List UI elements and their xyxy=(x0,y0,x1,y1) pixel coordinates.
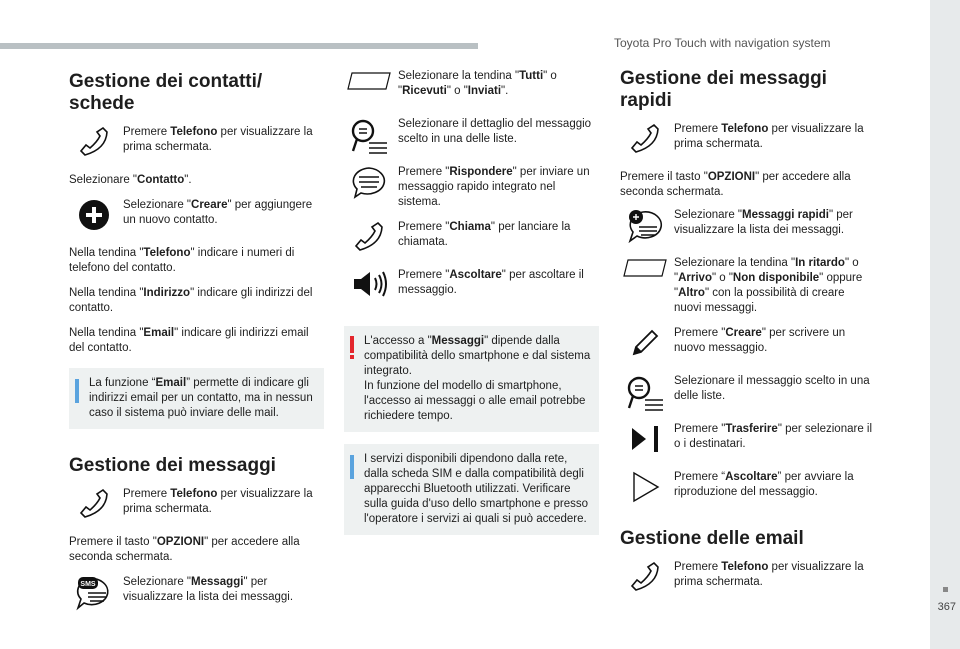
info-bar-icon xyxy=(350,455,354,479)
top-rule xyxy=(0,43,478,49)
column-contacts xyxy=(69,71,324,613)
search-list-icon xyxy=(344,117,394,155)
step-create-contact xyxy=(69,198,324,236)
info-note: La funzione “Email” permette di indicare gli indirizzi email per un contatto, ma in nessun caso il sistema può inviare delle mail. xyxy=(69,368,324,429)
search-list-icon xyxy=(620,374,670,412)
step-open-phone xyxy=(69,125,324,163)
step-text: Selezionare il dettaglio del messaggio scelto in una delle liste. xyxy=(398,118,592,145)
warning-dot xyxy=(350,355,354,359)
step-select-tab xyxy=(620,256,875,316)
sms-label: SMS xyxy=(80,581,96,588)
section-title-email: Gestione delle email xyxy=(620,528,804,549)
step-open-phone xyxy=(620,560,875,598)
step-select-tab xyxy=(344,69,599,107)
phone-icon xyxy=(69,125,119,163)
warning-icon xyxy=(350,336,354,353)
phone-icon xyxy=(344,220,394,258)
step-quick-messages xyxy=(620,208,875,246)
step-open-messages xyxy=(69,575,324,613)
phone-icon xyxy=(69,487,119,525)
running-header: Toyota Pro Touch with navigation system xyxy=(614,36,831,50)
section-title-contacts: Gestione dei contatti/ schede xyxy=(69,71,263,114)
phone-icon xyxy=(620,560,670,598)
info-bar-icon xyxy=(75,379,79,403)
play-icon xyxy=(620,470,670,508)
step-select-detail xyxy=(344,117,599,155)
step-text: Premere Telefono per visualizzare la prima schermata. xyxy=(674,123,864,150)
section-title-messages: Gestione dei messaggi xyxy=(69,455,276,476)
step-text: Premere "Trasferire" per selezionare il o i destinatari. xyxy=(674,423,873,450)
step-create-message xyxy=(620,326,875,364)
step-open-phone xyxy=(620,122,875,160)
paragraph: Nella tendina "Email" indicare gli indirizzi email del contatto. xyxy=(69,327,309,354)
step-play xyxy=(620,470,875,508)
paragraph: Nella tendina "Telefono" indicare i numeri di telefono del contatto. xyxy=(69,247,295,274)
step-transfer xyxy=(620,422,875,460)
warning-note: L'accesso a "Messaggi" dipende dalla compatibilità dello smartphone e dal sistema integrato. In funzione del modello di smartphone, l'accesso ai messaggi o alle email potrebbe richiedere tempo. xyxy=(344,326,599,432)
step-text: Premere "Rispondere" per inviare un messaggio rapido integrato nel sistema. xyxy=(398,166,590,208)
step-text: Premere Telefono per visualizzare la prima schermata. xyxy=(123,488,313,515)
step-text: Selezionare il messaggio scelto in una delle liste. xyxy=(674,375,870,402)
step-text: Selezionare la tendina "In ritardo" o "Arrivo" o "Non disponibile" oppure "Altro" con la possibilità di creare nuovi messaggi. xyxy=(674,257,863,314)
reply-bubble-icon xyxy=(344,165,394,203)
continue-marker xyxy=(943,587,948,592)
quick-message-icon xyxy=(620,208,670,246)
step-open-phone xyxy=(69,487,324,525)
paragraph: Nella tendina "Indirizzo" indicare gli indirizzi del contatto. xyxy=(69,287,313,314)
forward-icon xyxy=(620,422,670,460)
page-number: 367 xyxy=(937,601,956,613)
step-text: Premere “Ascoltare” per avviare la riproduzione del messaggio. xyxy=(674,471,854,498)
page-edge-strip xyxy=(930,0,960,649)
step-text: Premere "Creare" per scrivere un nuovo messaggio. xyxy=(674,327,846,354)
paragraph: Selezionare "Contatto". xyxy=(69,174,192,186)
column-quick-messages xyxy=(620,68,875,598)
step-text: Selezionare "Messaggi" per visualizzare la lista dei messaggi. xyxy=(123,576,294,603)
column-messages xyxy=(344,61,599,535)
sms-icon xyxy=(69,575,119,613)
step-call xyxy=(344,220,599,258)
tab-selector-icon xyxy=(344,69,394,107)
step-select-message xyxy=(620,374,875,412)
step-text: Premere "Chiama" per lanciare la chiamata. xyxy=(398,221,571,248)
pencil-icon xyxy=(620,326,670,364)
step-reply xyxy=(344,165,599,210)
step-text: Selezionare la tendina "Tutti" o "Ricevuti" o "Inviati". xyxy=(398,70,557,97)
step-text: Selezionare "Messaggi rapidi" per visualizzare la lista dei messaggi. xyxy=(674,209,853,236)
step-listen xyxy=(344,268,599,306)
step-text: Premere "Ascoltare" per ascoltare il messaggio. xyxy=(398,269,584,296)
paragraph: Premere il tasto "OPZIONI" per accedere alla seconda schermata. xyxy=(620,171,851,198)
tab-selector-icon xyxy=(620,256,670,294)
speaker-icon xyxy=(344,268,394,306)
phone-icon xyxy=(620,122,670,160)
section-title-quick-messages: Gestione dei messaggi rapidi xyxy=(620,68,827,111)
add-circle-icon xyxy=(69,198,119,236)
step-text: Premere Telefono per visualizzare la prima schermata. xyxy=(123,126,313,153)
paragraph: Premere il tasto "OPZIONI" per accedere alla seconda schermata. xyxy=(69,536,300,563)
step-text: Premere Telefono per visualizzare la prima schermata. xyxy=(674,561,864,588)
info-note: I servizi disponibili dipendono dalla rete, dalla scheda SIM e dalla compatibilità degli apparecchi Bluetooth utilizzati. Verificare sulla guida d'uso dello smartphone e presso l'operatore i servizi ai quali si può accedere. xyxy=(344,444,599,535)
step-text: Selezionare "Creare" per aggiungere un nuovo contatto. xyxy=(123,199,313,226)
